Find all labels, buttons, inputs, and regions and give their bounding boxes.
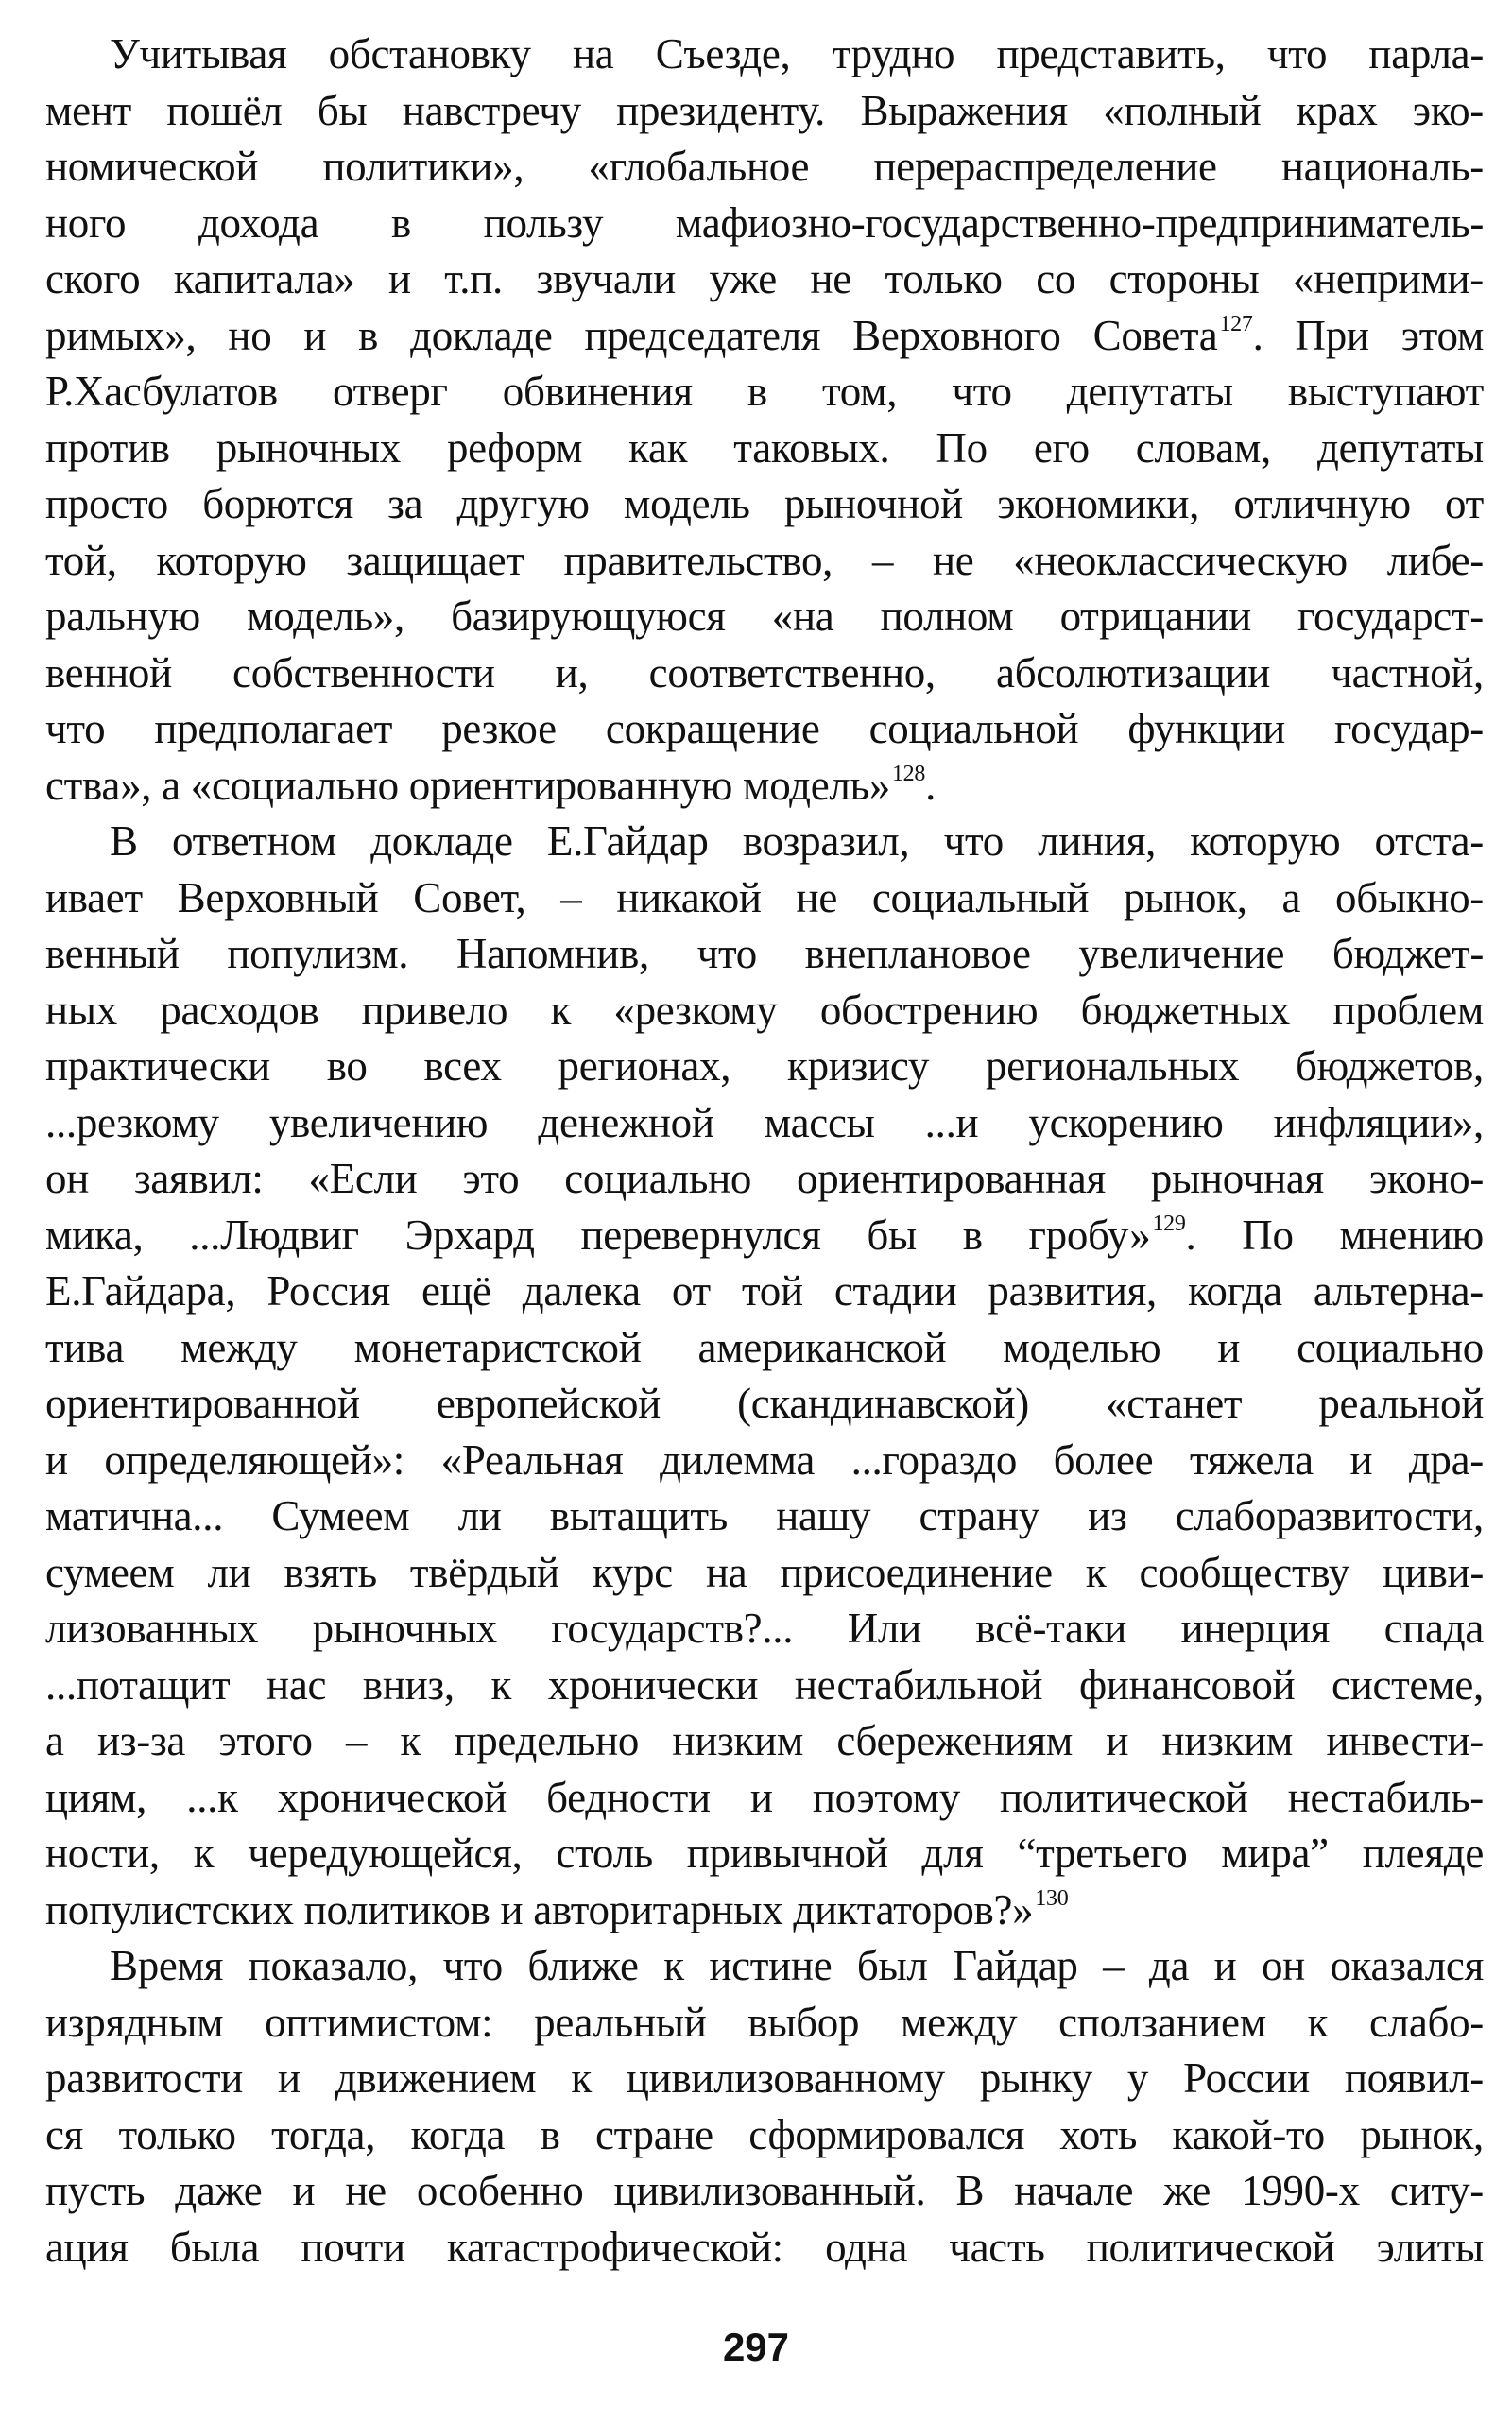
text-line-with-footnote [45,308,1484,365]
text-line: Учитывая обстановку на Съезде, трудно представить, что парла- [110,30,1484,77]
text-line: венный популизм. Напомнив, что внеплановое увеличение бюджет- [45,930,1484,977]
text-line: номической политики», «глобальное перераспределение националь- [45,143,1484,190]
footnote-ref: 127 [1219,311,1253,336]
text-line-fragment: римых», но и в докладе председателя Верховного Совета [45,311,1218,359]
text-line: матична... Сумеем ли вытащить нашу страну из слаборазвитости, [45,1492,1484,1539]
text-line: он заявил: «Если это социально ориентированная рыночная эконо- [45,1155,1484,1202]
text-line-with-footnote [45,1882,1484,1939]
text-line: ...потащит нас вниз, к хронически нестабильной финансовой системе, [45,1660,1484,1709]
footnote-ref: 129 [1152,1211,1186,1236]
text-line-fragment: мика, ...Людвиг Эрхард перевернулся бы в гробу» [45,1211,1151,1259]
text-line: той, которую защищает правительство, – не «неоклассическую либе- [45,536,1484,584]
footnote-ref: 128 [891,761,926,786]
text-line-with-footnote [45,758,1484,815]
text-line: ся только тогда, когда в стране сформировался хоть какой-то рынок, [45,2110,1484,2158]
text-line: а из-за этого – к предельно низким сбережениям и низким инвести- [45,1717,1484,1764]
text-line-fragment: . При этом [1252,311,1484,359]
text-line: ского капитала» и т.п. звучали уже не только со стороны «неприми- [45,255,1484,302]
text-line: Е.Гайдара, Россия ещё далека от той стадии развития, когда альтерна- [45,1267,1484,1315]
text-line: ных расходов привело к «резкому обострению бюджетных проблем [45,986,1484,1034]
text-line: ация была почти катастрофической: одна часть политической элиты [45,2223,1484,2271]
text-line: что предполагает резкое сокращение социальной функции государ- [45,705,1484,752]
text-line: и определяющей»: «Реальная дилемма ...гораздо более тяжела и дра- [45,1435,1484,1484]
text-line: циям, ...к хронической бедности и поэтому политической нестабиль- [45,1773,1484,1821]
text-line: практически во всех регионах, кризису региональных бюджетов, [45,1042,1484,1090]
text-line: мент пошёл бы навстречу президенту. Выражения «полный крах эко- [45,86,1484,134]
text-line-fragment: ства», а «социально ориентированную модель» [45,761,890,809]
text-line: развитости и движением к цивилизованному рынку у России появил- [45,2054,1484,2102]
text-line-fragment: . По мнению [1185,1211,1484,1259]
text-line: В ответном докладе Е.Гайдар возразил, что линия, которую отста- [110,817,1484,865]
text-line: лизованных рыночных государств?... Или всё-таки инерция спада [45,1605,1484,1652]
text-line: венной собственности и, соответственно, абсолютизации частной, [45,648,1484,696]
text-line-with-footnote [45,1208,1484,1264]
text-line: ности, к чередующейся, столь привычной для “третьего мира” плеяде [45,1830,1484,1877]
text-line: изрядным оптимистом: реальный выбор между сползанием к слабо- [45,1998,1484,2046]
page-number: 297 [722,2325,790,2369]
text-line-fragment: популистских политиков и авторитарных диктаторов?» [45,1885,1034,1933]
text-line-fragment: . [925,761,936,809]
text-line: ного дохода в пользу мафиозно-государственно-предприниматель- [45,198,1484,247]
book-page [45,26,1484,2276]
text-line: тива между монетаристской американской моделью и социально [45,1323,1484,1371]
text-line: ральную модель», базирующуюся «на полном отрицании государст- [45,593,1484,640]
text-line: Время показало, что ближе к истине был Гайдар – да и он оказался [110,1942,1484,1989]
text-line: против рыночных реформ как таковых. По его словам, депутаты [45,423,1484,472]
footnote-ref: 130 [1035,1885,1069,1911]
text-line: просто борются за другую модель рыночной экономики, отличную от [45,480,1484,527]
text-line: ориентированной европейской (скандинавской) «станет реальной [45,1380,1484,1427]
text-line: Р.Хасбулатов отверг обвинения в том, что депутаты выступают [45,368,1484,415]
text-line: ивает Верховный Совет, – никакой не социальный рынок, а обыкно- [45,873,1484,921]
text-line: пусть даже и не особенно цивилизованный. В начале же 1990-х ситу- [45,2167,1484,2214]
text-line: ...резкому увеличению денежной массы ...и ускорению инфляции», [45,1098,1484,1146]
text-line: сумеем ли взять твёрдый курс на присоединение к сообществу циви- [45,1548,1484,1596]
